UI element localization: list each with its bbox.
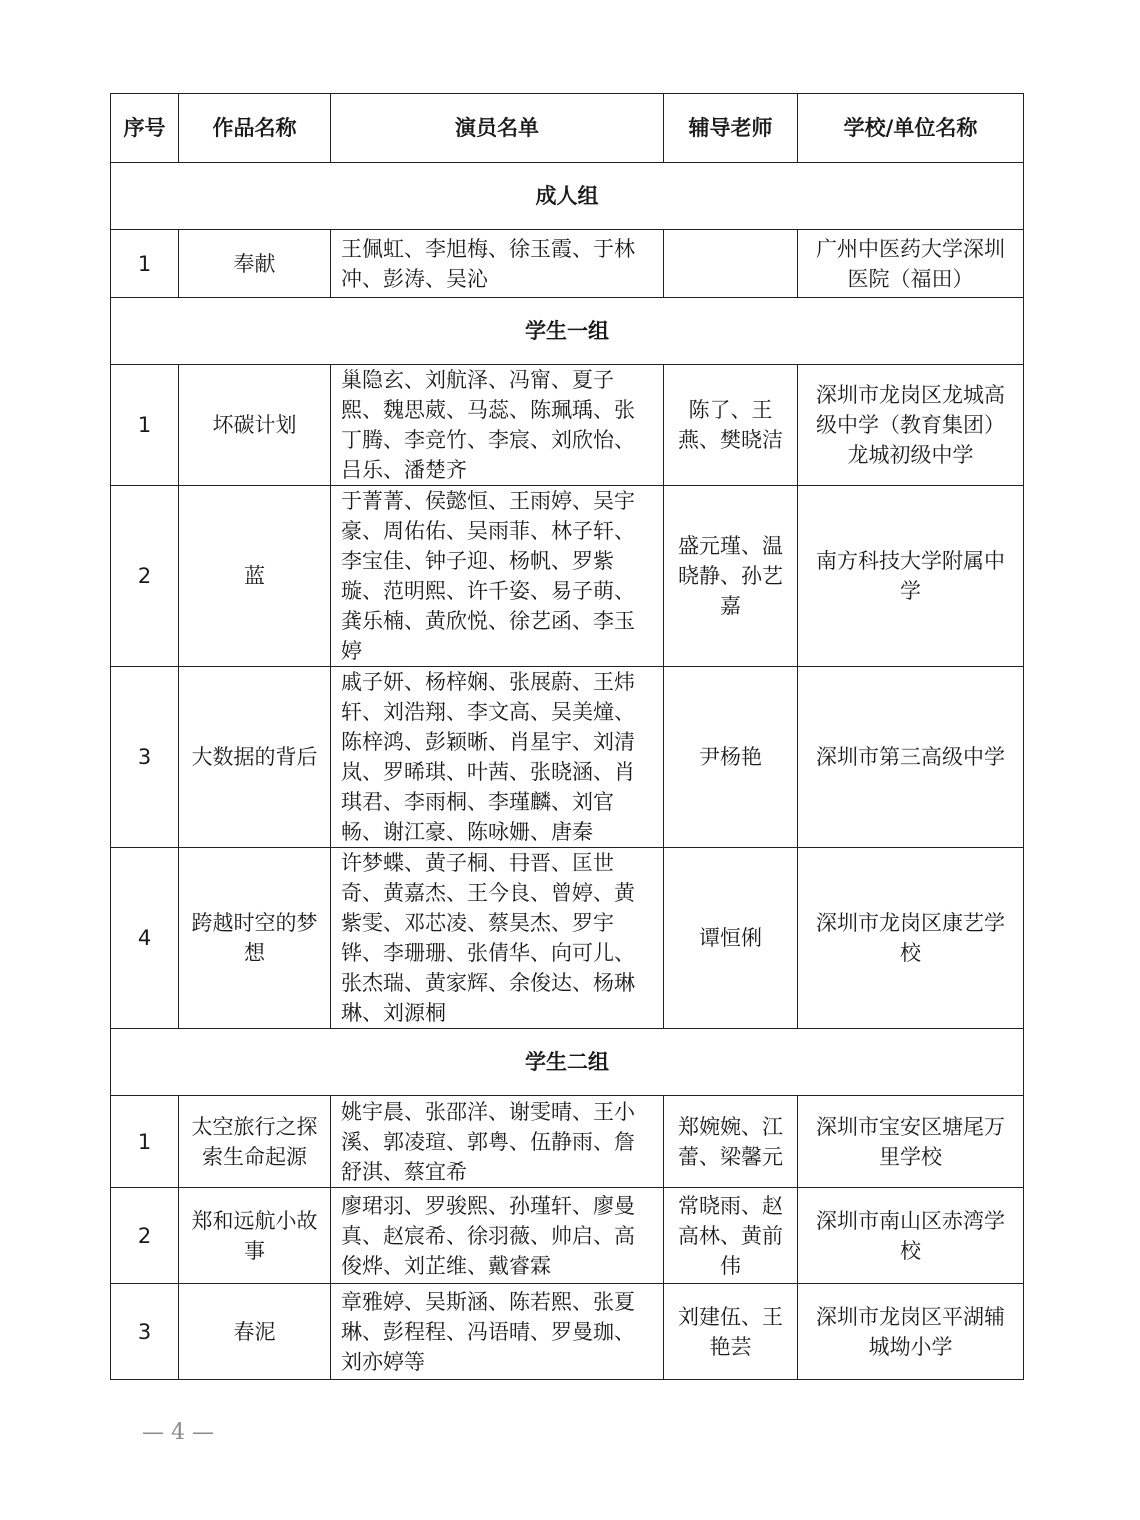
header-school: 学校/单位名称 <box>798 94 1024 163</box>
row-title: 蓝 <box>179 486 331 667</box>
header-teacher: 辅导老师 <box>664 94 798 163</box>
header-actors: 演员名单 <box>331 94 664 163</box>
row-school: 深圳市第三高级中学 <box>798 667 1024 848</box>
table-row <box>111 230 1024 298</box>
row-title: 春泥 <box>179 1284 331 1380</box>
group-row-adult <box>111 163 1024 230</box>
row-teacher: 陈了、王燕、樊晓洁 <box>664 365 798 486</box>
row-school: 深圳市宝安区塘尾万里学校 <box>798 1096 1024 1188</box>
row-no: 1 <box>111 1096 179 1188</box>
row-actors: 许梦蝶、黄子桐、冄晋、匡世奇、黄嘉杰、王今良、曾婷、黄紫雯、邓芯凌、蔡昊杰、罗宇铧、李珊珊、张倩华、向可儿、张杰瑞、黄家辉、余俊达、杨琳琳、刘源桐 <box>331 848 664 1029</box>
row-title: 郑和远航小故事 <box>179 1188 331 1284</box>
row-no: 3 <box>111 1284 179 1380</box>
row-actors: 章雅婷、吴斯涵、陈若熙、张夏琳、彭程程、冯语晴、罗曼珈、刘亦婷等 <box>331 1284 664 1380</box>
table-row <box>111 667 1024 848</box>
row-teacher: 尹杨艳 <box>664 667 798 848</box>
row-teacher: 谭恒俐 <box>664 848 798 1029</box>
table-row <box>111 486 1024 667</box>
row-teacher <box>664 230 798 298</box>
row-school: 深圳市龙岗区平湖辅城坳小学 <box>798 1284 1024 1380</box>
table-row <box>111 1188 1024 1284</box>
group-row-student-2 <box>111 1029 1024 1096</box>
group-label: 学生一组 <box>111 298 1024 365</box>
row-teacher: 常晓雨、赵高林、黄前伟 <box>664 1188 798 1284</box>
row-teacher: 盛元瑾、温晓静、孙艺嘉 <box>664 486 798 667</box>
header-row <box>111 94 1024 163</box>
row-school: 深圳市龙岗区康艺学校 <box>798 848 1024 1029</box>
row-no: 4 <box>111 848 179 1029</box>
row-actors: 巢隐玄、刘航泽、冯甯、夏子熙、魏思葳、马蕊、陈珮瑀、张丁腾、李竞竹、李宸、刘欣怡、吕乐、潘楚齐 <box>331 365 664 486</box>
row-title: 坏碳计划 <box>179 365 331 486</box>
row-no: 3 <box>111 667 179 848</box>
row-teacher: 刘建伍、王艳芸 <box>664 1284 798 1380</box>
row-actors: 王佩虹、李旭梅、徐玉霞、于林冲、彭涛、吴沁 <box>331 230 664 298</box>
group-row-student-1 <box>111 298 1024 365</box>
row-actors: 姚宇晨、张邵洋、谢雯晴、王小溪、郭凌瑄、郭粤、伍静雨、詹舒淇、蔡宜希 <box>331 1096 664 1188</box>
header-title: 作品名称 <box>179 94 331 163</box>
table-row <box>111 1096 1024 1188</box>
row-no: 1 <box>111 230 179 298</box>
row-actors: 于菁菁、侯懿恒、王雨婷、吴宇豪、周佑佑、吴雨菲、林子轩、李宝佳、钟子迎、杨帆、罗紫璇、范明熙、许千姿、易子萌、龚乐楠、黄欣悦、徐艺函、李玉婷 <box>331 486 664 667</box>
page-number: — 4 — <box>142 1420 214 1445</box>
row-no: 2 <box>111 486 179 667</box>
row-school: 深圳市龙岗区龙城高级中学（教育集团）龙城初级中学 <box>798 365 1024 486</box>
table-row <box>111 848 1024 1029</box>
group-label: 学生二组 <box>111 1029 1024 1096</box>
row-title: 大数据的背后 <box>179 667 331 848</box>
header-no: 序号 <box>111 94 179 163</box>
row-title: 太空旅行之探索生命起源 <box>179 1096 331 1188</box>
table-row <box>111 1284 1024 1380</box>
row-actors: 廖珺羽、罗骏熙、孙瑾轩、廖曼真、赵宸希、徐羽薇、帅启、高俊烨、刘芷维、戴睿霖 <box>331 1188 664 1284</box>
row-no: 2 <box>111 1188 179 1284</box>
row-actors: 戚子妍、杨梓娴、张展蔚、王炜轩、刘浩翔、李文高、吴美燑、陈梓鸿、彭颖晰、肖星宇、刘清岚、罗晞琪、叶茜、张晓涵、肖琪君、李雨桐、李瑾麟、刘官畅、谢江豪、陈咏姗、唐秦 <box>331 667 664 848</box>
row-school: 深圳市南山区赤湾学校 <box>798 1188 1024 1284</box>
row-school: 广州中医药大学深圳医院（福田） <box>798 230 1024 298</box>
awards-table <box>110 93 1024 1380</box>
row-school: 南方科技大学附属中学 <box>798 486 1024 667</box>
row-title: 跨越时空的梦想 <box>179 848 331 1029</box>
row-no: 1 <box>111 365 179 486</box>
table-row <box>111 365 1024 486</box>
row-title: 奉献 <box>179 230 331 298</box>
group-label: 成人组 <box>111 163 1024 230</box>
row-teacher: 郑婉婉、江蕾、梁馨元 <box>664 1096 798 1188</box>
